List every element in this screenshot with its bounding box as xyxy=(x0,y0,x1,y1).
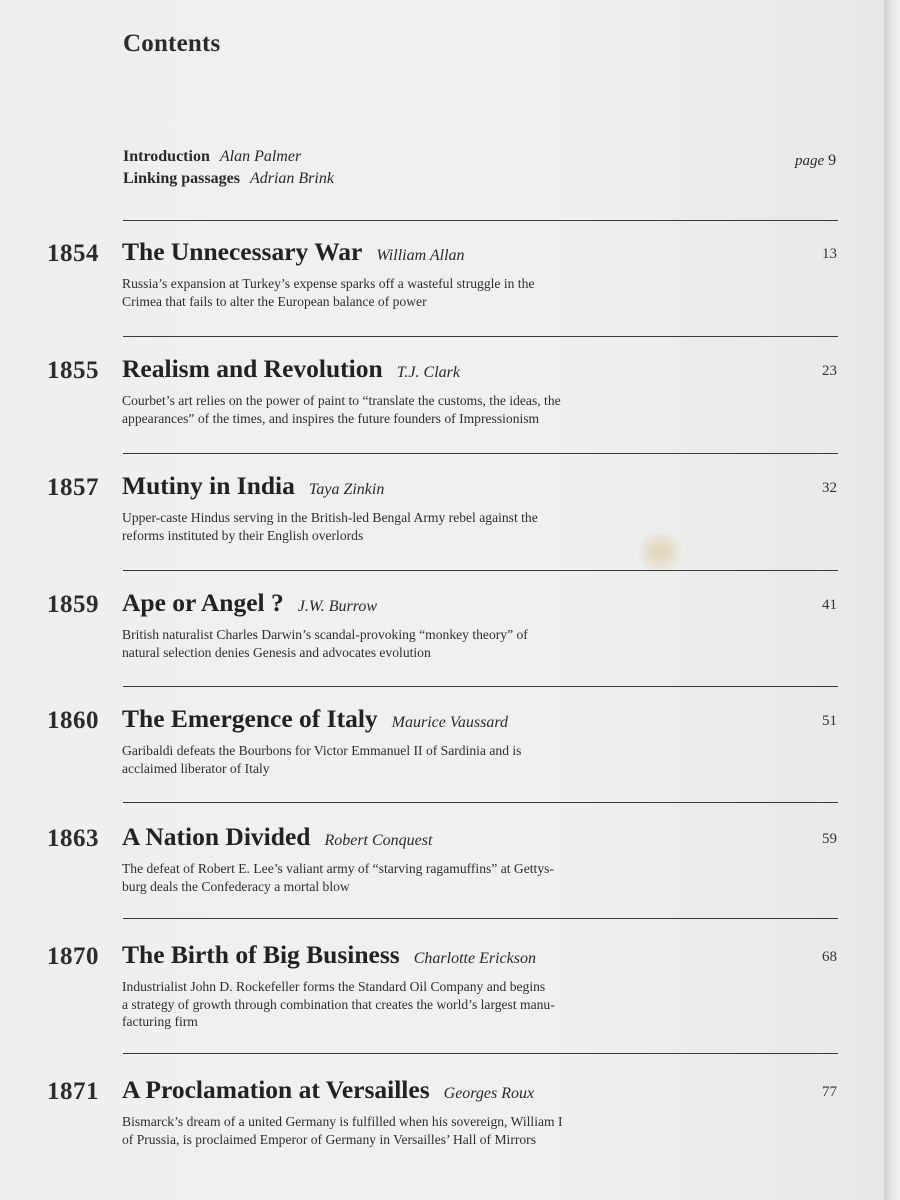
contents-heading: Contents xyxy=(123,30,221,57)
entry-title: The Emergence of Italy xyxy=(122,704,378,733)
front-matter-author: Alan Palmer xyxy=(219,148,302,165)
divider-rule xyxy=(123,802,838,803)
entry-page-number: 41 xyxy=(822,597,837,613)
front-matter-author: Adrian Brink xyxy=(249,170,334,187)
front-matter-linking-passages xyxy=(123,168,334,190)
description-line: appearances” of the times, and inspires the future founders of Impressionism xyxy=(122,410,540,426)
description-line: Bismarck’s dream of a united Germany is fulfilled when his sovereign, William I xyxy=(122,1114,563,1129)
entry-author: Robert Conquest xyxy=(324,832,433,849)
entry-author: J.W. Burrow xyxy=(297,598,378,615)
divider-rule xyxy=(123,453,838,454)
description-line: British naturalist Charles Darwin’s scandal-provoking “monkey theory” of xyxy=(122,627,528,642)
entry-year: 1855 xyxy=(47,357,99,384)
entry-heading xyxy=(122,588,377,618)
entry-description xyxy=(122,509,674,544)
description-line: Crimea that fails to alter the European balance of power xyxy=(122,293,427,309)
page-edge-shadow xyxy=(884,0,900,1200)
entry-description xyxy=(122,978,674,1031)
entry-heading xyxy=(122,471,384,501)
entry-heading xyxy=(122,237,465,267)
front-matter-label: Linking passages xyxy=(123,170,240,187)
description-line: Russia’s expansion at Turkey’s expense sparks off a wasteful struggle in the xyxy=(122,276,535,291)
divider-rule xyxy=(123,570,838,571)
entry-description xyxy=(122,275,674,310)
entry-page-number: 77 xyxy=(822,1084,837,1100)
entry-year: 1871 xyxy=(47,1078,99,1105)
description-line: of Prussia, is proclaimed Emperor of Germany in Versailles’ Hall of Mirrors xyxy=(122,1131,537,1147)
entry-author: William Allan xyxy=(376,247,465,264)
entry-description xyxy=(122,392,674,427)
entry-title: The Unnecessary War xyxy=(122,237,363,266)
entry-year: 1859 xyxy=(47,591,99,618)
divider-rule xyxy=(123,1053,838,1054)
entry-title: Ape or Angel ? xyxy=(122,588,284,617)
entry-year: 1870 xyxy=(47,943,99,970)
front-matter-page xyxy=(795,152,836,170)
entry-page-number: 51 xyxy=(822,713,837,729)
entry-title: A Nation Divided xyxy=(122,822,311,851)
entry-author: Georges Roux xyxy=(443,1085,535,1102)
page-label: page xyxy=(795,153,825,169)
divider-rule xyxy=(123,686,838,687)
entry-page-number: 59 xyxy=(822,831,837,847)
description-line: reforms instituted by their English overlords xyxy=(122,527,364,543)
front-matter-introduction xyxy=(123,146,301,168)
entry-description xyxy=(122,742,674,777)
entry-title: A Proclamation at Versailles xyxy=(122,1075,430,1104)
entry-author: Taya Zinkin xyxy=(308,481,385,498)
divider-rule xyxy=(123,918,838,919)
description-line: The defeat of Robert E. Lee’s valiant army of “starving ragamuffins” at Gettys- xyxy=(122,861,554,876)
entry-author: Charlotte Erickson xyxy=(413,950,536,967)
entry-title: Realism and Revolution xyxy=(122,354,383,383)
entry-title: Mutiny in India xyxy=(122,471,295,500)
front-matter-label: Introduction xyxy=(123,148,210,165)
description-line: natural selection denies Genesis and advocates evolution xyxy=(122,644,431,660)
entry-description xyxy=(122,1113,674,1148)
entry-page-number: 32 xyxy=(822,480,837,496)
description-line: burg deals the Confederacy a mortal blow xyxy=(122,878,350,894)
entry-year: 1863 xyxy=(47,825,99,852)
description-line: Industrialist John D. Rockefeller forms the Standard Oil Company and begins xyxy=(122,979,546,994)
entry-page-number: 13 xyxy=(822,246,837,262)
entry-year: 1860 xyxy=(47,707,99,734)
description-line: a strategy of growth through combination that creates the world’s largest manu- xyxy=(122,996,555,1012)
entry-heading xyxy=(122,1075,534,1105)
entry-page-number: 68 xyxy=(822,949,837,965)
divider-rule xyxy=(123,336,838,337)
entry-description xyxy=(122,626,674,661)
description-line: facturing firm xyxy=(122,1014,198,1029)
entry-title: The Birth of Big Business xyxy=(122,940,400,969)
entry-heading xyxy=(122,354,460,384)
description-line: Upper-caste Hindus serving in the British-led Bengal Army rebel against the xyxy=(122,510,538,525)
entry-heading xyxy=(122,940,536,970)
description-line: Garibaldi defeats the Bourbons for Victor Emmanuel II of Sardinia and is xyxy=(122,743,522,758)
entry-heading xyxy=(122,704,508,734)
entry-author: T.J. Clark xyxy=(396,364,460,381)
entry-author: Maurice Vaussard xyxy=(391,714,508,731)
entry-heading xyxy=(122,822,432,852)
description-line: Courbet’s art relies on the power of paint to “translate the customs, the ideas, the xyxy=(122,393,561,408)
description-line: acclaimed liberator of Italy xyxy=(122,760,270,776)
entry-year: 1857 xyxy=(47,474,99,501)
entry-description xyxy=(122,860,674,895)
divider-rule xyxy=(123,220,838,221)
entry-page-number: 23 xyxy=(822,363,837,379)
entry-year: 1854 xyxy=(47,240,99,267)
page-number: 9 xyxy=(828,152,837,169)
